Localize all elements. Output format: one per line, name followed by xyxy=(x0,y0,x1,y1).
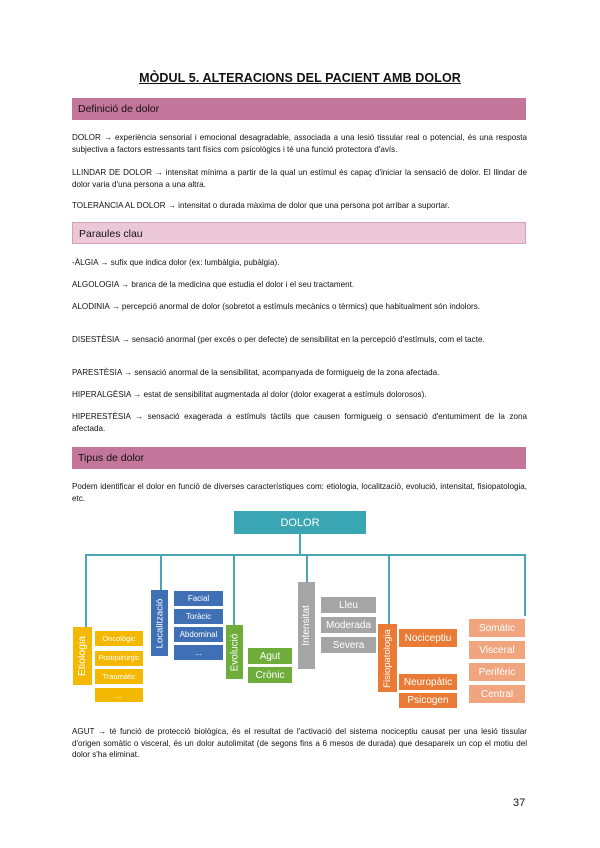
neuropatic-box: Neuropàtic xyxy=(399,674,457,690)
fisiopatologia-category xyxy=(378,624,397,692)
connector xyxy=(85,554,87,627)
paragraph-disestesia: DISESTÈSIA → sensació anormal (per excés o per defecte) de sensibilitat en la percepció d'estímuls, com el tacte. xyxy=(72,335,485,344)
etiologia-item: ... xyxy=(95,688,143,702)
paragraph-hiperestesia: HIPERESTÈSIA → sensació exagerada a estímuls tàctils que causen formigueig o sensació d'entumiment de la zona afectada. xyxy=(72,412,527,433)
connector xyxy=(524,554,526,616)
etiologia-item: Postquirúrgic xyxy=(95,651,143,666)
section-header-paraules: Paraules clau xyxy=(72,222,526,244)
localitzacio-item: Facial xyxy=(174,591,223,606)
intensitat-item: Lleu xyxy=(321,597,376,613)
paragraph-alodinia: ALODINIA → percepció anormal de dolor (sobretot a estímuls mecànics o tèrmics) que habitualment són indolors. xyxy=(72,302,481,311)
etiologia-label: Etiologia xyxy=(76,635,89,677)
evolucio-item: Crònic xyxy=(248,667,292,683)
nociceptiu-item: Somàtic xyxy=(469,619,525,637)
connector xyxy=(306,554,308,582)
paragraph-llindar: LLINDAR DE DOLOR → intensitat mínima a partir de la qual un estímul és capaç d'iniciar la sensació de dolor. El llindar de dolor varia d'una persona a una altra. xyxy=(72,168,527,189)
psicogen-box: Psicogen xyxy=(399,693,457,708)
localitzacio-label: Localització xyxy=(154,598,166,648)
page-title: MÒDUL 5. ALTERACIONS DEL PACIENT AMB DOLOR xyxy=(139,71,461,85)
nociceptiu-box: Nociceptiu xyxy=(399,629,457,647)
localitzacio-category xyxy=(151,590,168,656)
connector xyxy=(233,554,235,625)
etiologia-item: Traumàtic xyxy=(95,669,143,684)
intensitat-label: Intensitat xyxy=(301,605,312,646)
intensitat-item: Moderada xyxy=(321,617,376,633)
paragraph-dolor: DOLOR → experiència sensorial i emocional desagradable, associada a una lesió tissular real o potencial, és una resposta subjectiva a factors estressants tant físics com psicològics i té una funció protectora d'avís. xyxy=(72,133,527,154)
connector xyxy=(299,533,301,555)
connector xyxy=(160,554,162,590)
paragraph-algia: -ÀLGIA → sufix que indica dolor (ex: lumbàlgia, pubàlgia). xyxy=(72,258,280,267)
paragraph-tolerancia: TOLERÀNCIA AL DOLOR → intensitat o durada màxima de dolor que una persona pot arribar a suportar. xyxy=(72,201,450,210)
evolucio-label: Evolució xyxy=(229,633,240,671)
localitzacio-item: Toràcic xyxy=(174,609,223,624)
paragraph-hiperalgesia: HIPERALGÈSIA → estat de sensibilitat augmentada al dolor (dolor exagerat a estímuls dolorosos). xyxy=(72,390,427,399)
localitzacio-item: Abdominal xyxy=(174,627,223,642)
connector xyxy=(388,554,390,624)
etiologia-category xyxy=(73,627,92,685)
intensitat-category xyxy=(298,582,315,669)
section-header-definicio: Definició de dolor xyxy=(72,98,526,120)
intensitat-item: Severa xyxy=(321,637,376,653)
diagram-root-dolor: DOLOR xyxy=(234,511,366,534)
localitzacio-item: ... xyxy=(174,645,223,660)
page-number: 37 xyxy=(513,797,526,809)
fisiopatologia-label: Fisiopatologia xyxy=(382,628,393,688)
section-header-tipus: Tipus de dolor xyxy=(72,447,526,469)
evolucio-item: Agut xyxy=(248,648,292,664)
nociceptiu-item: Visceral xyxy=(469,641,525,659)
neuropatic-item: Central xyxy=(469,685,525,703)
paragraph-agut: AGUT → té funció de protecció biològica, és el resultat de l'activació del sistema nociceptiu causat per una lesió tissular d'origen somàtic o visceral, és un dolor autolimitat (de segons fins a 6 mesos de durada) que desapareix un cop el motiu del dolor s'ha eliminat. xyxy=(72,727,527,760)
paragraph-parestesia: PARESTÈSIA → sensació anormal de la sensibilitat, acompanyada de formigueig de la zona afectada. xyxy=(72,368,440,377)
evolucio-category xyxy=(226,625,243,679)
neuropatic-item: Perifèric xyxy=(469,663,525,681)
etiologia-item: Oncològic xyxy=(95,631,143,646)
paragraph-algologia: ALGOLOGIA → branca de la medicina que estudia el dolor i el seu tractament. xyxy=(72,280,355,289)
paragraph-tipus-intro: Podem identificar el dolor en funció de diverses característiques com: etiologia, localització, evolució, intensitat, fisiopatologia, etc. xyxy=(72,482,527,503)
